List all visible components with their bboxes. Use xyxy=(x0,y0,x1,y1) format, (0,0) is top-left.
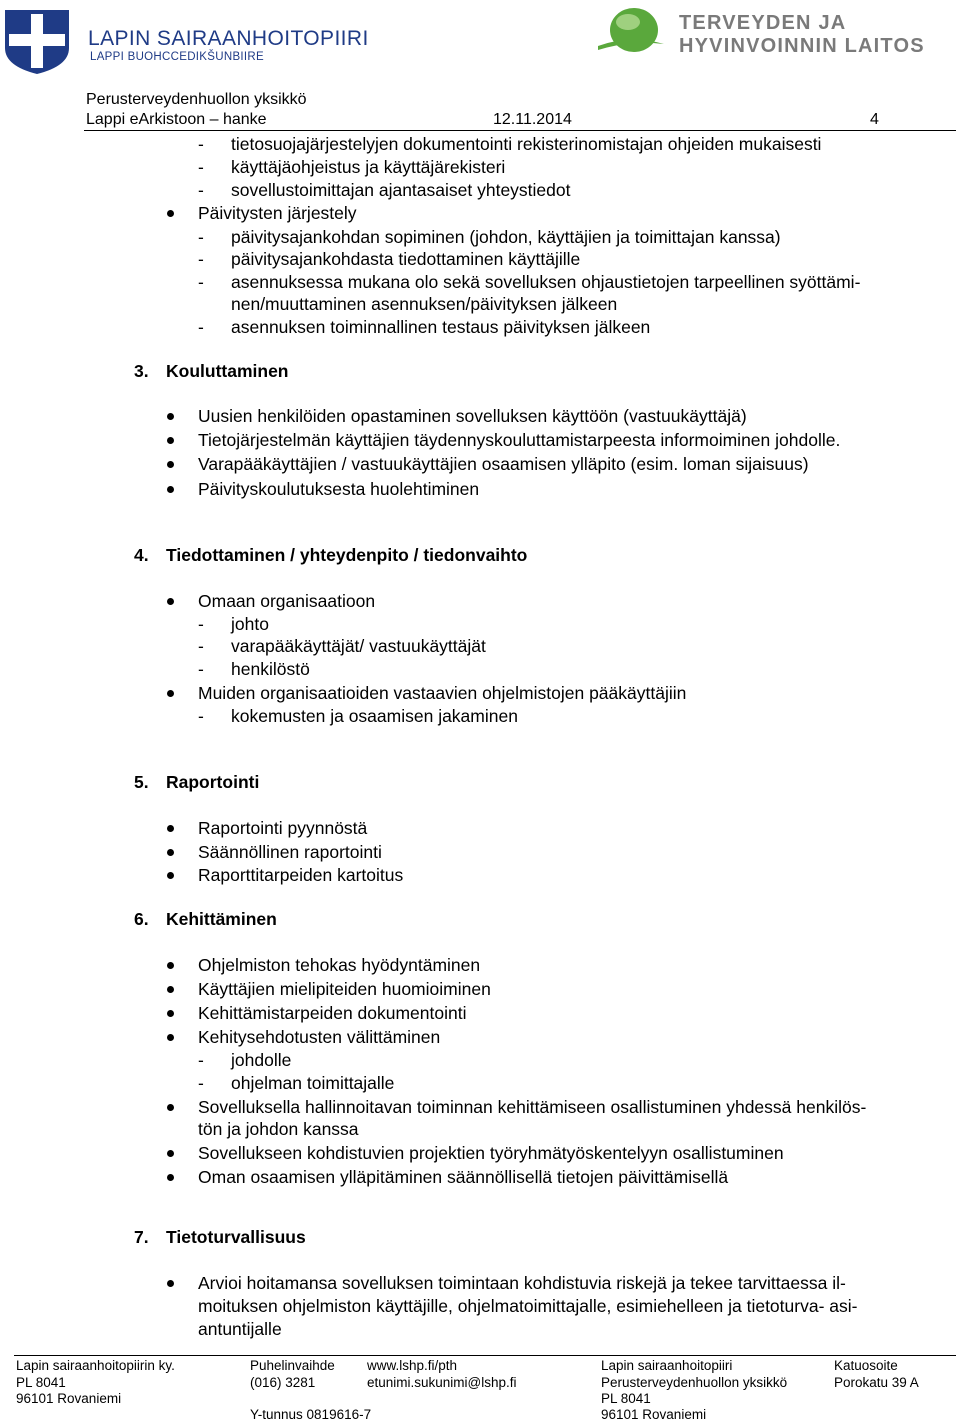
dash-marker: - xyxy=(198,134,204,154)
bullet-icon xyxy=(167,486,174,493)
list-item: päivitysajankohdan sopiminen (johdon, käyttäjien ja toimittajan kanssa) xyxy=(231,227,781,247)
list-item-continuation: moituksen ohjelmiston käyttäjille, ohjelmatoimittajalle, esimiehelleen ja tietoturva- asi- xyxy=(198,1296,858,1316)
footer-street-label: Katuosoite xyxy=(834,1358,898,1373)
list-item: henkilöstö xyxy=(231,659,310,679)
document-date: 12.11.2014 xyxy=(493,111,572,128)
bullet-icon xyxy=(167,1280,174,1287)
list-item: Käyttäjien mielipiteiden huomioiminen xyxy=(198,979,491,999)
bullet-icon xyxy=(167,1174,174,1181)
section-title: Tiedottaminen / yhteydenpito / tiedonvaihto xyxy=(166,545,528,565)
list-item: Sovellukseen kohdistuvien projektien työryhmätyöskentelyyn osallistuminen xyxy=(198,1143,784,1163)
list-item: Tietojärjestelmän käyttäjien täydennyskouluttamistarpeesta informoiminen johdolle. xyxy=(198,430,841,450)
bullet-icon xyxy=(167,962,174,969)
section-title: Raportointi xyxy=(166,772,260,792)
org-name: LAPIN SAIRAANHOITOPIIRI xyxy=(88,27,369,50)
header-divider xyxy=(84,130,956,131)
dash-marker: - xyxy=(198,1050,204,1070)
bullet-icon xyxy=(167,986,174,993)
bullet-icon xyxy=(167,825,174,832)
list-item: päivitysajankohdasta tiedottaminen käyttäjille xyxy=(231,249,581,269)
list-item: Säännöllinen raportointi xyxy=(198,842,382,862)
list-item: käyttäjäohjeistus ja käyttäjärekisteri xyxy=(231,157,506,177)
footer-divider xyxy=(14,1355,956,1356)
list-item: Kehittämistarpeiden dokumentointi xyxy=(198,1003,467,1023)
list-item: Oman osaamisen ylläpitäminen säännöllisellä tietojen päivittämisellä xyxy=(198,1167,729,1187)
section-number: 4. xyxy=(134,545,149,565)
bullet-icon xyxy=(167,461,174,468)
dash-marker: - xyxy=(198,636,204,656)
list-item-continuation: antuntijalle xyxy=(198,1319,282,1339)
section-number: 7. xyxy=(134,1227,149,1247)
list-item: Raporttitarpeiden kartoitus xyxy=(198,865,404,885)
list-item: asennuksen toiminnallinen testaus päivityksen jälkeen xyxy=(231,317,651,337)
list-item: Kehitysehdotusten välittäminen xyxy=(198,1027,441,1047)
dash-marker: - xyxy=(198,157,204,177)
dash-marker: - xyxy=(198,272,204,292)
footer-po-box: PL 8041 xyxy=(16,1375,66,1390)
dash-marker: - xyxy=(198,180,204,200)
list-item: Muiden organisaatioiden vastaavien ohjelmistojen pääkäyttäjiin xyxy=(198,683,687,703)
section-title: Kouluttaminen xyxy=(166,361,289,381)
section-title: Kehittäminen xyxy=(166,909,277,929)
dash-marker: - xyxy=(198,317,204,337)
dash-marker: - xyxy=(198,249,204,269)
page-number: 4 xyxy=(870,111,879,128)
lshp-logo-emblem xyxy=(3,8,71,76)
footer-business-id: Y-tunnus 0819616-7 xyxy=(250,1407,372,1422)
list-item: kokemusten ja osaamisen jakaminen xyxy=(231,706,518,726)
list-item-continuation: tön ja johdon kanssa xyxy=(198,1119,359,1139)
partner-name-line2: HYVINVOINNIN LAITOS xyxy=(679,35,925,57)
list-item: Uusien henkilöiden opastaminen sovelluksen käyttöön (vastuukäyttäjä) xyxy=(198,406,747,426)
section-number: 5. xyxy=(134,772,149,792)
org-name-sami: LAPPI BUOHCCEDIKŠUNBIIRE xyxy=(90,51,264,63)
bullet-icon xyxy=(167,1150,174,1157)
footer-switchboard-label: Puhelinvaihde xyxy=(250,1358,335,1373)
list-item: asennuksessa mukana olo sekä sovelluksen ohjaustietojen tarpeellinen syöttämi- xyxy=(231,272,861,292)
bullet-icon xyxy=(167,849,174,856)
bullet-icon xyxy=(167,1010,174,1017)
section-title: Tietoturvallisuus xyxy=(166,1227,306,1247)
footer-company: Lapin sairaanhoitopiirin ky. xyxy=(16,1358,175,1373)
list-item: tietosuojajärjestelyjen dokumentointi rekisterinomistajan ohjeiden mukaisesti xyxy=(231,134,822,154)
footer-unit-postal-city: 96101 Rovaniemi xyxy=(601,1407,707,1422)
list-item: ohjelman toimittajalle xyxy=(231,1073,395,1093)
bullet-icon xyxy=(167,598,174,605)
bullet-icon xyxy=(167,413,174,420)
thl-logo-emblem xyxy=(594,4,666,60)
footer-unit-org: Lapin sairaanhoitopiiri xyxy=(601,1358,733,1373)
list-item: Arvioi hoitamansa sovelluksen toimintaan kohdistuvia riskejä ja tekee tarvittaessa il- xyxy=(198,1273,846,1293)
dash-marker: - xyxy=(198,614,204,634)
bullet-icon xyxy=(167,872,174,879)
unit-name: Perusterveydenhuollon yksikkö xyxy=(86,91,307,108)
list-item: Varapääkäyttäjien / vastuukäyttäjien osaamisen ylläpito (esim. loman sijaisuus) xyxy=(198,454,809,474)
bullet-icon xyxy=(167,210,174,217)
list-item: Sovelluksella hallinnoitavan toiminnan kehittämiseen osallistuminen yhdessä henkilös- xyxy=(198,1097,867,1117)
footer-email-link[interactable]: etunimi.sukunimi@lshp.fi xyxy=(367,1375,517,1390)
footer-website-link[interactable]: www.lshp.fi/pth xyxy=(367,1358,458,1373)
dash-marker: - xyxy=(198,706,204,726)
footer-unit-name: Perusterveydenhuollon yksikkö xyxy=(601,1375,788,1390)
list-item: Ohjelmiston tehokas hyödyntäminen xyxy=(198,955,481,975)
list-item: Raportointi pyynnöstä xyxy=(198,818,368,838)
list-item: Päivitysten järjestely xyxy=(198,203,357,223)
list-item: varapääkäyttäjät/ vastuukäyttäjät xyxy=(231,636,486,656)
footer-switchboard-number: (016) 3281 xyxy=(250,1375,316,1390)
list-item: sovellustoimittajan ajantasaiset yhteystiedot xyxy=(231,180,571,200)
dash-marker: - xyxy=(198,659,204,679)
bullet-icon xyxy=(167,1034,174,1041)
dash-marker: - xyxy=(198,1073,204,1093)
list-item-continuation: nen/muuttaminen asennuksen/päivityksen jälkeen xyxy=(231,294,618,314)
footer-postal-city: 96101 Rovaniemi xyxy=(16,1391,122,1406)
section-number: 3. xyxy=(134,361,149,381)
bullet-icon xyxy=(167,437,174,444)
bullet-icon xyxy=(167,1104,174,1111)
project-name: Lappi eArkistoon – hanke xyxy=(86,111,267,128)
section-number: 6. xyxy=(134,909,149,929)
dash-marker: - xyxy=(198,227,204,247)
list-item: Omaan organisaatioon xyxy=(198,591,376,611)
list-item: johdolle xyxy=(231,1050,292,1070)
partner-name-line1: TERVEYDEN JA xyxy=(679,12,847,34)
bullet-icon xyxy=(167,690,174,697)
footer-unit-po-box: PL 8041 xyxy=(601,1391,651,1406)
footer-street-address: Porokatu 39 A xyxy=(834,1375,919,1390)
list-item: Päivityskoulutuksesta huolehtiminen xyxy=(198,479,480,499)
list-item: johto xyxy=(231,614,269,634)
